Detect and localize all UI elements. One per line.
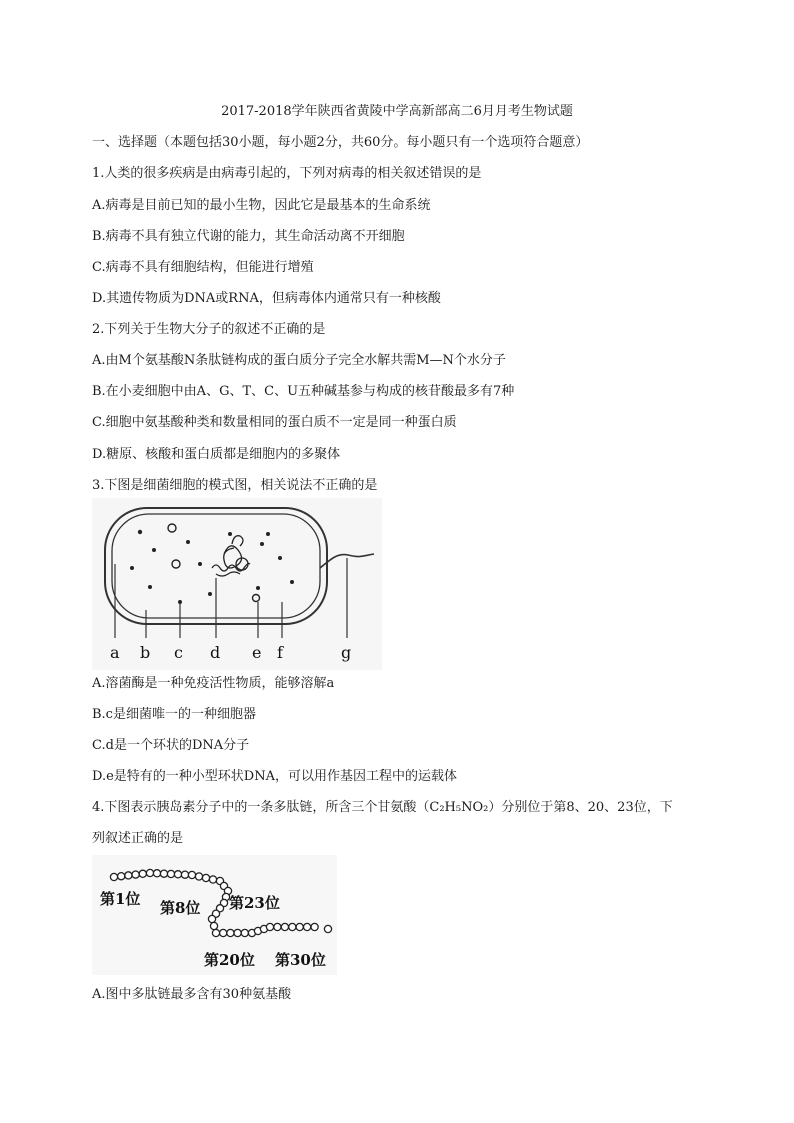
- amino-acid-bead: [241, 929, 248, 936]
- amino-acid-bead: [160, 870, 167, 877]
- label-position-1: 第1位: [100, 890, 141, 908]
- polypeptide-chain-figure: [92, 855, 337, 975]
- q4-option-a: A.图中多肽链最多含有30种氨基酸: [92, 987, 292, 1002]
- q3-option-d: D.e是特有的一种小型环状DNA，可以用作基因工程中的运载体: [92, 769, 457, 784]
- q2-option-d: D.糖原、核酸和蛋白质都是细胞内的多聚体: [92, 447, 341, 462]
- label-a: a: [110, 643, 120, 662]
- label-position-23: 第23位: [229, 894, 280, 912]
- page-title: 2017-2018学年陕西省黄陵中学高新部高二6月月考生物试题: [221, 104, 573, 119]
- amino-acid-bead: [208, 915, 215, 922]
- label-position-8: 第8位: [160, 899, 201, 917]
- amino-acid-bead: [132, 871, 139, 878]
- section-heading: 一、选择题（本题包括30小题，每小题2分，共60分。每小题只有一个选项符合题意）: [92, 135, 589, 150]
- label-d: d: [210, 643, 221, 662]
- amino-acid-bead: [281, 923, 288, 930]
- bacteria-cell-figure: [92, 498, 382, 670]
- q1-option-c: C.病毒不具有细胞结构，但能进行增殖: [92, 260, 314, 275]
- amino-acid-bead: [289, 923, 296, 930]
- q2-stem: 2.下列关于生物大分子的叙述不正确的是: [92, 322, 326, 337]
- label-f: f: [277, 643, 283, 662]
- amino-acid-bead: [125, 872, 132, 879]
- q4-stem-line2: 列叙述正确的是: [92, 831, 184, 846]
- label-position-30: 第30位: [275, 951, 326, 969]
- amino-acid-bead: [311, 923, 318, 930]
- q1-option-b: B.病毒不具有独立代谢的能力，其生命活动离不开细胞: [92, 229, 405, 244]
- q3-option-b: B.c是细菌唯一的一种细胞器: [92, 707, 256, 722]
- amino-acid-bead: [174, 871, 181, 878]
- q2-option-b: B.在小麦细胞中由A、G、T、C、U五种碱基参与构成的核苷酸最多有7种: [92, 384, 515, 399]
- amino-acid-bead: [234, 929, 241, 936]
- amino-acid-bead: [296, 923, 303, 930]
- q2-option-a: A.由M个氨基酸N条肽链构成的蛋白质分子完全水解共需M—N个水分子: [92, 353, 506, 368]
- amino-acid-bead: [227, 929, 234, 936]
- amino-acid-bead: [195, 873, 202, 880]
- amino-acid-bead: [146, 869, 153, 876]
- q1-option-d: D.其遗传物质为DNA或RNA，但病毒体内通常只有一种核酸: [92, 291, 441, 306]
- q3-option-c: C.d是一个环状的DNA分子: [92, 738, 250, 753]
- amino-acid-bead: [202, 874, 209, 881]
- label-position-20: 第20位: [204, 951, 255, 969]
- label-c: c: [174, 643, 183, 662]
- amino-acid-bead: [210, 922, 217, 929]
- q3-stem: 3.下图是细菌细胞的模式图，相关说法不正确的是: [92, 478, 378, 493]
- amino-acid-bead: [209, 876, 216, 883]
- label-e: e: [252, 643, 262, 662]
- amino-acid-bead: [153, 870, 160, 877]
- amino-acid-bead: [212, 929, 219, 936]
- amino-acid-bead: [139, 870, 146, 877]
- amino-acid-bead: [181, 871, 188, 878]
- label-b: b: [140, 643, 151, 662]
- q2-option-c: C.细胞中氨基酸种类和数量相同的蛋白质不一定是同一种蛋白质: [92, 415, 457, 430]
- amino-acid-bead: [274, 923, 281, 930]
- q1-option-a: A.病毒是目前已知的最小生物，因此它是最基本的生命系统: [92, 198, 431, 213]
- amino-acid-bead: [188, 871, 195, 878]
- amino-acid-bead: [324, 925, 331, 932]
- amino-acid-bead: [266, 923, 273, 930]
- label-g: g: [341, 643, 352, 662]
- amino-acid-bead: [167, 870, 174, 877]
- amino-acid-bead: [220, 929, 227, 936]
- amino-acid-bead: [110, 873, 117, 880]
- q4-stem-line1: 4.下图表示胰岛素分子中的一条多肽链，所含三个甘氨酸（C₂H₅NO₂）分别位于第8、20、23位，下: [92, 800, 673, 815]
- q3-option-a: A.溶菌酶是一种免疫活性物质，能够溶解a: [92, 676, 335, 691]
- q1-stem: 1.人类的很多疾病是由病毒引起的，下列对病毒的相关叙述错误的是: [92, 166, 482, 181]
- amino-acid-bead: [118, 873, 125, 880]
- amino-acid-bead: [304, 923, 311, 930]
